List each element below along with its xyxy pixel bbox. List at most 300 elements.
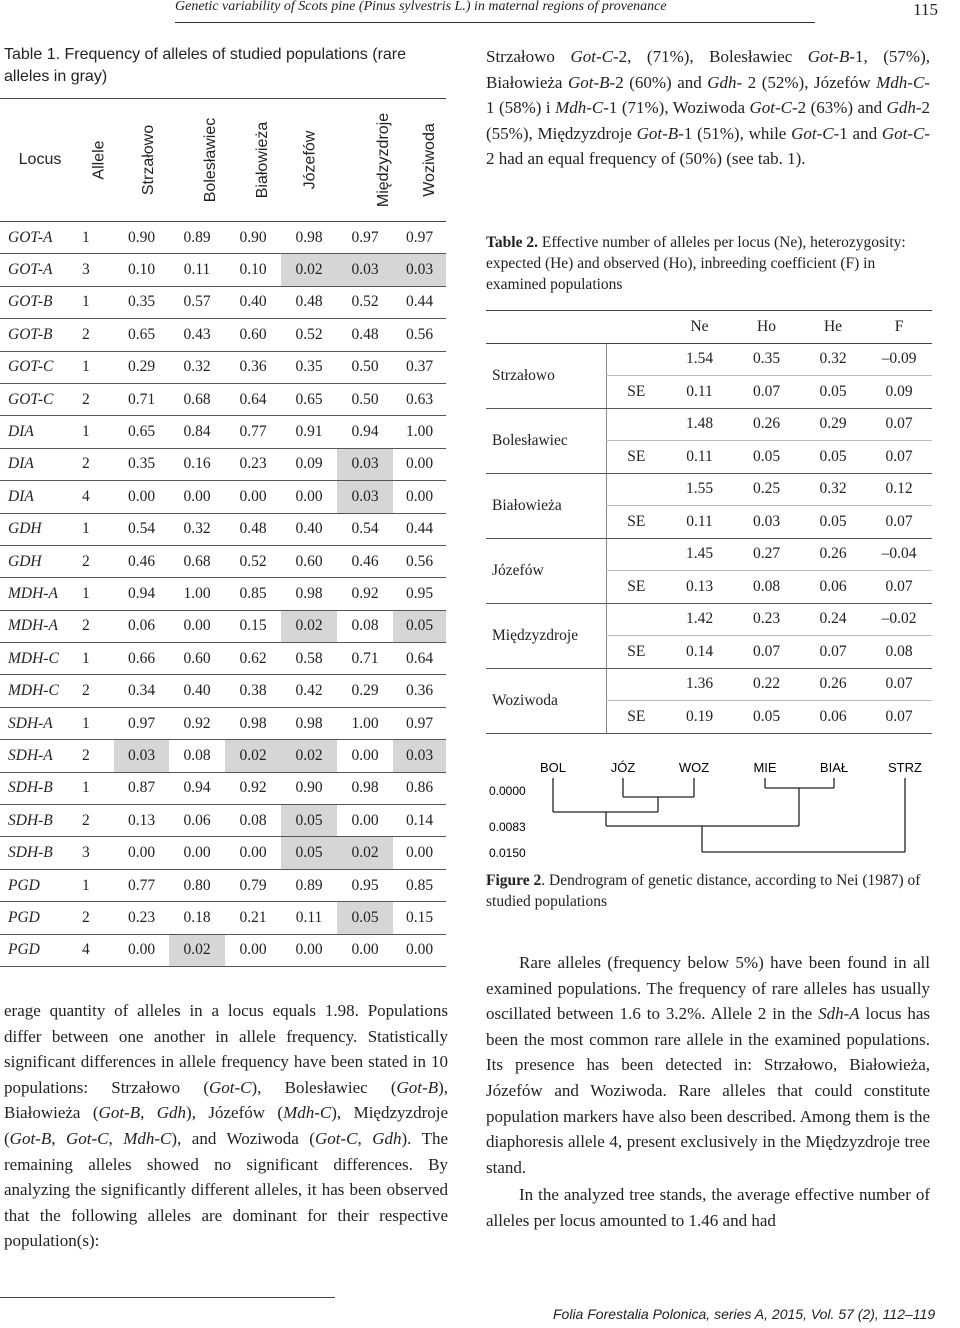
- allele-cell: 2: [80, 383, 114, 415]
- se-value-cell: 0.06: [800, 571, 866, 604]
- se-value-cell: 0.11: [666, 441, 733, 474]
- table-row: [0, 578, 446, 610]
- allele-cell: 2: [80, 902, 114, 934]
- allele-cell: 1: [80, 416, 114, 448]
- table-row: [0, 805, 446, 837]
- se-label: SE: [606, 636, 666, 669]
- locus-cell: DIA: [0, 448, 80, 480]
- frequency-cell: 0.98: [281, 222, 337, 254]
- frequency-cell: 0.46: [337, 545, 393, 577]
- frequency-cell: 0.85: [225, 578, 281, 610]
- table2-header-row: [486, 311, 932, 344]
- table-row: [0, 707, 446, 739]
- locus-cell: PGD: [0, 934, 80, 966]
- table-row-mean: [486, 343, 932, 376]
- frequency-cell: 0.36: [225, 351, 281, 383]
- frequency-cell: 0.00: [393, 837, 446, 869]
- frequency-cell: 0.29: [337, 675, 393, 707]
- se-value-cell: 0.07: [866, 571, 932, 604]
- effective-alleles-paragraph: In the analyzed tree stands, the average effective number of alleles per locus amounted to 1.46 and had: [486, 1185, 930, 1230]
- mean-value-cell: 1.48: [666, 408, 733, 441]
- frequency-cell: 0.35: [281, 351, 337, 383]
- frequency-cell: 0.18: [169, 902, 225, 934]
- se-value-cell: 0.07: [866, 506, 932, 539]
- frequency-cell: 0.00: [114, 837, 169, 869]
- table-row: [0, 254, 446, 286]
- locus-cell: SDH-B: [0, 772, 80, 804]
- frequency-cell: 0.05: [281, 805, 337, 837]
- frequency-cell: 0.98: [281, 707, 337, 739]
- dendrogram-figure: [486, 752, 932, 866]
- allele-cell: 1: [80, 286, 114, 318]
- dendrogram-distance-label: 0.0150: [489, 846, 526, 860]
- column-header-population: [281, 99, 337, 222]
- se-value-cell: 0.14: [666, 636, 733, 669]
- frequency-cell: 0.32: [169, 513, 225, 545]
- mean-value-cell: 0.07: [866, 408, 932, 441]
- frequency-cell: 0.10: [114, 254, 169, 286]
- mean-value-cell: 0.26: [800, 668, 866, 701]
- frequency-cell: 0.00: [225, 481, 281, 513]
- frequency-cell: 0.71: [337, 643, 393, 675]
- frequency-cell: 0.65: [281, 383, 337, 415]
- frequency-cell: 0.37: [393, 351, 446, 383]
- allele-cell: 2: [80, 545, 114, 577]
- table-row: [0, 513, 446, 545]
- frequency-cell: 0.98: [281, 578, 337, 610]
- allele-cell: 1: [80, 351, 114, 383]
- allele-cell: 4: [80, 934, 114, 966]
- se-value-cell: 0.11: [666, 376, 733, 409]
- se-value-cell: 0.05: [733, 441, 800, 474]
- mean-value-cell: –0.02: [866, 603, 932, 636]
- allele-cell: 1: [80, 578, 114, 610]
- frequency-cell: 0.03: [337, 481, 393, 513]
- frequency-cell: 0.08: [169, 740, 225, 772]
- se-value-cell: 0.08: [866, 636, 932, 669]
- mean-value-cell: 0.23: [733, 603, 800, 636]
- mean-value-cell: 0.32: [800, 343, 866, 376]
- mean-value-cell: 0.22: [733, 668, 800, 701]
- frequency-cell: 0.42: [281, 675, 337, 707]
- se-value-cell: 0.07: [866, 441, 932, 474]
- locus-cell: GOT-C: [0, 351, 80, 383]
- frequency-cell: 0.32: [169, 351, 225, 383]
- se-value-cell: 0.07: [733, 636, 800, 669]
- allele-frequency-table: [0, 98, 446, 967]
- table-row: [0, 286, 446, 318]
- frequency-cell: 0.92: [225, 772, 281, 804]
- frequency-cell: 0.16: [169, 448, 225, 480]
- column-header-population: [393, 99, 446, 222]
- frequency-cell: 0.06: [114, 610, 169, 642]
- frequency-cell: 0.52: [281, 319, 337, 351]
- frequency-cell: 0.29: [114, 351, 169, 383]
- frequency-cell: 0.00: [337, 805, 393, 837]
- se-label: SE: [606, 376, 666, 409]
- se-value-cell: 0.07: [733, 376, 800, 409]
- table2-caption-text: Effective number of alleles per locus (Ne), heterozygosity: expected (He) and observed (Ho), inbreeding coefficient (F) in examined populations: [486, 234, 906, 293]
- table-row: [0, 934, 446, 966]
- table-row: [0, 448, 446, 480]
- header-blank: [486, 311, 606, 344]
- table-row-mean: [486, 603, 932, 636]
- frequency-cell: 0.34: [114, 675, 169, 707]
- table-row-mean: [486, 473, 932, 506]
- locus-cell: SDH-A: [0, 740, 80, 772]
- table-row: [0, 481, 446, 513]
- stat-label-blank: [606, 668, 666, 701]
- frequency-cell: 0.94: [114, 578, 169, 610]
- column-header-label: Woziwoda: [420, 123, 438, 197]
- mean-value-cell: 1.42: [666, 603, 733, 636]
- dominant-alleles-text: Strzałowo Got-C-2, (71%), Bolesławiec Got-B-1, (57%), Białowieża Got-B-2 (60%) and Gdh- 2 (52%), Józefów Mdh-C- 1 (58%) i Mdh-C-1 (71%), Woziwoda Got-C-2 (63%) and Gdh-2 (55%), Międzyzdroje Got-B-1 (51%), while Got-C-1 and Got-C-2 had an equal frequency of (50%) (see tab. 1).: [486, 47, 930, 169]
- table-row: [0, 222, 446, 254]
- frequency-cell: 0.77: [225, 416, 281, 448]
- frequency-cell: 0.90: [114, 222, 169, 254]
- table-row-mean: [486, 538, 932, 571]
- se-value-cell: 0.07: [866, 701, 932, 734]
- mean-value-cell: –0.04: [866, 538, 932, 571]
- column-header-population: [225, 99, 281, 222]
- frequency-cell: 0.54: [337, 513, 393, 545]
- column-header-label: Józefów: [301, 130, 319, 190]
- frequency-cell: 0.57: [169, 286, 225, 318]
- frequency-cell: 0.03: [337, 448, 393, 480]
- allele-cell: 2: [80, 740, 114, 772]
- frequency-cell: 0.54: [114, 513, 169, 545]
- column-header-population: [169, 99, 225, 222]
- column-header-label: Locus: [18, 151, 62, 168]
- table-row: [0, 610, 446, 642]
- allele-cell: 4: [80, 481, 114, 513]
- frequency-cell: 0.46: [114, 545, 169, 577]
- frequency-cell: 0.00: [393, 934, 446, 966]
- frequency-cell: 0.11: [169, 254, 225, 286]
- locus-cell: PGD: [0, 869, 80, 901]
- frequency-cell: 0.87: [114, 772, 169, 804]
- table-row-mean: [486, 408, 932, 441]
- frequency-cell: 0.00: [393, 448, 446, 480]
- frequency-cell: 0.00: [281, 481, 337, 513]
- frequency-cell: 0.44: [393, 286, 446, 318]
- column-header-ne: Ne: [666, 311, 733, 344]
- column-header-locus: [0, 99, 80, 222]
- frequency-cell: 0.00: [225, 934, 281, 966]
- dendrogram-distance-label: 0.0083: [489, 820, 526, 834]
- mean-value-cell: 1.54: [666, 343, 733, 376]
- footer-rule: [0, 1297, 335, 1298]
- frequency-cell: 0.15: [225, 610, 281, 642]
- locus-cell: MDH-C: [0, 643, 80, 675]
- frequency-cell: 0.03: [337, 254, 393, 286]
- frequency-cell: 0.03: [114, 740, 169, 772]
- stat-label-blank: [606, 538, 666, 571]
- population-cell: Strzałowo: [486, 343, 606, 408]
- mean-value-cell: 0.24: [800, 603, 866, 636]
- population-cell: Bolesławiec: [486, 408, 606, 473]
- frequency-cell: 0.00: [337, 740, 393, 772]
- frequency-cell: 0.85: [393, 869, 446, 901]
- frequency-cell: 0.80: [169, 869, 225, 901]
- se-label: SE: [606, 506, 666, 539]
- table1-header-row: [0, 99, 446, 222]
- column-header-population: [114, 99, 169, 222]
- locus-cell: MDH-C: [0, 675, 80, 707]
- frequency-cell: 0.68: [169, 545, 225, 577]
- table-row: [0, 319, 446, 351]
- frequency-cell: 0.40: [225, 286, 281, 318]
- frequency-cell: 0.52: [225, 545, 281, 577]
- frequency-cell: 0.03: [393, 740, 446, 772]
- se-value-cell: 0.05: [800, 376, 866, 409]
- frequency-cell: 0.95: [337, 869, 393, 901]
- frequency-cell: 0.00: [393, 481, 446, 513]
- frequency-cell: 0.00: [114, 481, 169, 513]
- frequency-cell: 0.56: [393, 545, 446, 577]
- table-row-mean: [486, 668, 932, 701]
- frequency-cell: 0.05: [393, 610, 446, 642]
- se-value-cell: 0.19: [666, 701, 733, 734]
- frequency-cell: 0.52: [337, 286, 393, 318]
- frequency-cell: 0.02: [169, 934, 225, 966]
- dendrogram-distance-label: 0.0000: [489, 784, 526, 798]
- figure2-caption-label: Figure 2: [486, 872, 542, 889]
- frequency-cell: 0.97: [393, 707, 446, 739]
- mean-value-cell: 0.27: [733, 538, 800, 571]
- frequency-cell: 0.09: [281, 448, 337, 480]
- frequency-cell: 0.11: [281, 902, 337, 934]
- table-row: [0, 740, 446, 772]
- frequency-cell: 0.64: [225, 383, 281, 415]
- frequency-cell: 0.23: [225, 448, 281, 480]
- locus-cell: GDH: [0, 545, 80, 577]
- frequency-cell: 0.94: [337, 416, 393, 448]
- population-cell: Józefów: [486, 538, 606, 603]
- frequency-cell: 0.43: [169, 319, 225, 351]
- population-cell: Białowieża: [486, 473, 606, 538]
- left-body-text: erage quantity of alleles in a locus equals 1.98. Populations differ between one another in allele frequency. Statistically significant differences in allele frequency have been stated in 10 populations: Strzałowo (Got-C), Bolesławiec (Got-B), Białowieża (Got-B, Gdh), Józefów (Mdh-C), Międzyzdroje (Got-B, Got-C, Mdh-C), and Woziwoda (Got-C, Gdh). The remaining alleles showed no significant differences. By analyzing the significantly different alleles, it has been observed that the following alleles are dominant for their respective population(s):: [4, 1001, 449, 1251]
- frequency-cell: 0.08: [225, 805, 281, 837]
- frequency-cell: 0.10: [225, 254, 281, 286]
- allele-cell: 3: [80, 837, 114, 869]
- frequency-cell: 0.35: [114, 286, 169, 318]
- table-row: [0, 383, 446, 415]
- frequency-cell: 0.97: [114, 707, 169, 739]
- allele-cell: 2: [80, 319, 114, 351]
- stat-label-blank: [606, 473, 666, 506]
- frequency-cell: 0.08: [337, 610, 393, 642]
- mean-value-cell: 0.26: [733, 408, 800, 441]
- frequency-cell: 0.98: [337, 772, 393, 804]
- se-value-cell: 0.03: [733, 506, 800, 539]
- frequency-cell: 0.48: [281, 286, 337, 318]
- frequency-cell: 0.60: [169, 643, 225, 675]
- frequency-cell: 0.02: [281, 740, 337, 772]
- frequency-cell: 0.00: [225, 837, 281, 869]
- frequency-cell: 0.95: [393, 578, 446, 610]
- frequency-cell: 0.00: [169, 481, 225, 513]
- se-value-cell: 0.08: [733, 571, 800, 604]
- locus-cell: GOT-B: [0, 319, 80, 351]
- frequency-cell: 0.89: [281, 869, 337, 901]
- population-cell: Międzyzdroje: [486, 603, 606, 668]
- running-title: Genetic variability of Scots pine (Pinus sylvestris L.) in maternal regions of provenance: [175, 0, 815, 23]
- frequency-cell: 0.63: [393, 383, 446, 415]
- locus-cell: GOT-A: [0, 222, 80, 254]
- locus-cell: GOT-A: [0, 254, 80, 286]
- table-row: [0, 416, 446, 448]
- table2-caption-label: Table 2.: [486, 234, 538, 251]
- column-header-label: Strzałowo: [140, 124, 158, 196]
- mean-value-cell: 0.29: [800, 408, 866, 441]
- table-row: [0, 351, 446, 383]
- allele-cell: 3: [80, 254, 114, 286]
- mean-value-cell: 0.32: [800, 473, 866, 506]
- column-header-he: He: [800, 311, 866, 344]
- se-value-cell: 0.06: [800, 701, 866, 734]
- mean-value-cell: 1.36: [666, 668, 733, 701]
- table-row: [0, 869, 446, 901]
- frequency-cell: 1.00: [337, 707, 393, 739]
- locus-cell: SDH-B: [0, 837, 80, 869]
- mean-value-cell: 0.12: [866, 473, 932, 506]
- frequency-cell: 0.00: [169, 610, 225, 642]
- locus-cell: MDH-A: [0, 578, 80, 610]
- frequency-cell: 0.71: [114, 383, 169, 415]
- allele-cell: 1: [80, 707, 114, 739]
- frequency-cell: 0.97: [393, 222, 446, 254]
- column-header-f: F: [866, 311, 932, 344]
- frequency-cell: 0.60: [225, 319, 281, 351]
- frequency-cell: 0.00: [281, 934, 337, 966]
- allele-cell: 2: [80, 675, 114, 707]
- se-label: SE: [606, 701, 666, 734]
- frequency-cell: 0.40: [281, 513, 337, 545]
- stat-label-blank: [606, 603, 666, 636]
- frequency-cell: 0.92: [169, 707, 225, 739]
- frequency-cell: 0.97: [337, 222, 393, 254]
- frequency-cell: 0.65: [114, 416, 169, 448]
- frequency-cell: 0.03: [393, 254, 446, 286]
- header-blank: [606, 311, 666, 344]
- column-header-label: Międzyzdroje: [375, 112, 393, 208]
- column-header-population: [337, 99, 393, 222]
- locus-cell: DIA: [0, 416, 80, 448]
- dendrogram-leaf-label: BOL: [539, 760, 567, 775]
- locus-cell: GOT-C: [0, 383, 80, 415]
- frequency-cell: 0.36: [393, 675, 446, 707]
- table2-caption: [486, 232, 930, 295]
- dendrogram-leaf-label: JÓZ: [610, 760, 636, 775]
- frequency-cell: 0.40: [169, 675, 225, 707]
- mean-value-cell: 1.55: [666, 473, 733, 506]
- dendrogram-leaf-label: BIAŁ: [819, 760, 849, 775]
- se-value-cell: 0.07: [800, 636, 866, 669]
- heterozygosity-table: [486, 310, 932, 734]
- frequency-cell: 0.65: [114, 319, 169, 351]
- frequency-cell: 0.05: [281, 837, 337, 869]
- table-row: [0, 772, 446, 804]
- frequency-cell: 0.44: [393, 513, 446, 545]
- locus-cell: DIA: [0, 481, 80, 513]
- figure2-caption-text: . Dendrogram of genetic distance, according to Nei (1987) of studied populations: [486, 872, 921, 910]
- frequency-cell: 0.91: [281, 416, 337, 448]
- mean-value-cell: 1.45: [666, 538, 733, 571]
- se-value-cell: 0.09: [866, 376, 932, 409]
- table-row: [0, 643, 446, 675]
- frequency-cell: 0.00: [169, 837, 225, 869]
- locus-cell: SDH-A: [0, 707, 80, 739]
- column-header-label: Bolesławiec: [202, 117, 220, 203]
- frequency-cell: 1.00: [169, 578, 225, 610]
- frequency-cell: 0.48: [225, 513, 281, 545]
- frequency-cell: 0.64: [393, 643, 446, 675]
- dendrogram-leaf-label: STRZ: [888, 760, 922, 775]
- frequency-cell: 0.02: [337, 837, 393, 869]
- frequency-cell: 0.86: [393, 772, 446, 804]
- right-body-text: [486, 950, 930, 1234]
- mean-value-cell: 0.07: [866, 668, 932, 701]
- frequency-cell: 0.38: [225, 675, 281, 707]
- locus-cell: MDH-A: [0, 610, 80, 642]
- locus-cell: PGD: [0, 902, 80, 934]
- frequency-cell: 0.68: [169, 383, 225, 415]
- column-header-label: Białowieża: [254, 121, 272, 199]
- frequency-cell: 0.06: [169, 805, 225, 837]
- allele-cell: 1: [80, 772, 114, 804]
- frequency-cell: 0.05: [337, 902, 393, 934]
- dendrogram-leaf-label: WOZ: [678, 760, 710, 775]
- frequency-cell: 0.00: [114, 934, 169, 966]
- table-row: [0, 837, 446, 869]
- frequency-cell: 0.13: [114, 805, 169, 837]
- allele-cell: 1: [80, 222, 114, 254]
- stat-label-blank: [606, 408, 666, 441]
- frequency-cell: 0.94: [169, 772, 225, 804]
- frequency-cell: 0.50: [337, 383, 393, 415]
- dendrogram-leaf-label: MIE: [753, 760, 777, 775]
- stat-label-blank: [606, 343, 666, 376]
- frequency-cell: 0.00: [337, 934, 393, 966]
- page-number: 115: [913, 0, 938, 19]
- frequency-cell: 0.50: [337, 351, 393, 383]
- frequency-cell: 0.90: [281, 772, 337, 804]
- mean-value-cell: 0.26: [800, 538, 866, 571]
- frequency-cell: 0.77: [114, 869, 169, 901]
- frequency-cell: 0.89: [169, 222, 225, 254]
- se-label: SE: [606, 571, 666, 604]
- se-value-cell: 0.05: [800, 506, 866, 539]
- column-header-allele: [80, 99, 114, 222]
- frequency-cell: 0.02: [281, 254, 337, 286]
- table-row: [0, 545, 446, 577]
- frequency-cell: 0.60: [281, 545, 337, 577]
- mean-value-cell: 0.25: [733, 473, 800, 506]
- frequency-cell: 0.35: [114, 448, 169, 480]
- allele-cell: 2: [80, 448, 114, 480]
- journal-footer: Folia Forestalia Polonica, series A, 2015, Vol. 57 (2), 112–119: [553, 1306, 936, 1322]
- se-value-cell: 0.05: [733, 701, 800, 734]
- mean-value-cell: –0.09: [866, 343, 932, 376]
- frequency-cell: 0.66: [114, 643, 169, 675]
- allele-cell: 1: [80, 643, 114, 675]
- allele-cell: 1: [80, 869, 114, 901]
- locus-cell: SDH-B: [0, 805, 80, 837]
- mean-value-cell: 0.35: [733, 343, 800, 376]
- frequency-cell: 0.92: [337, 578, 393, 610]
- frequency-cell: 0.84: [169, 416, 225, 448]
